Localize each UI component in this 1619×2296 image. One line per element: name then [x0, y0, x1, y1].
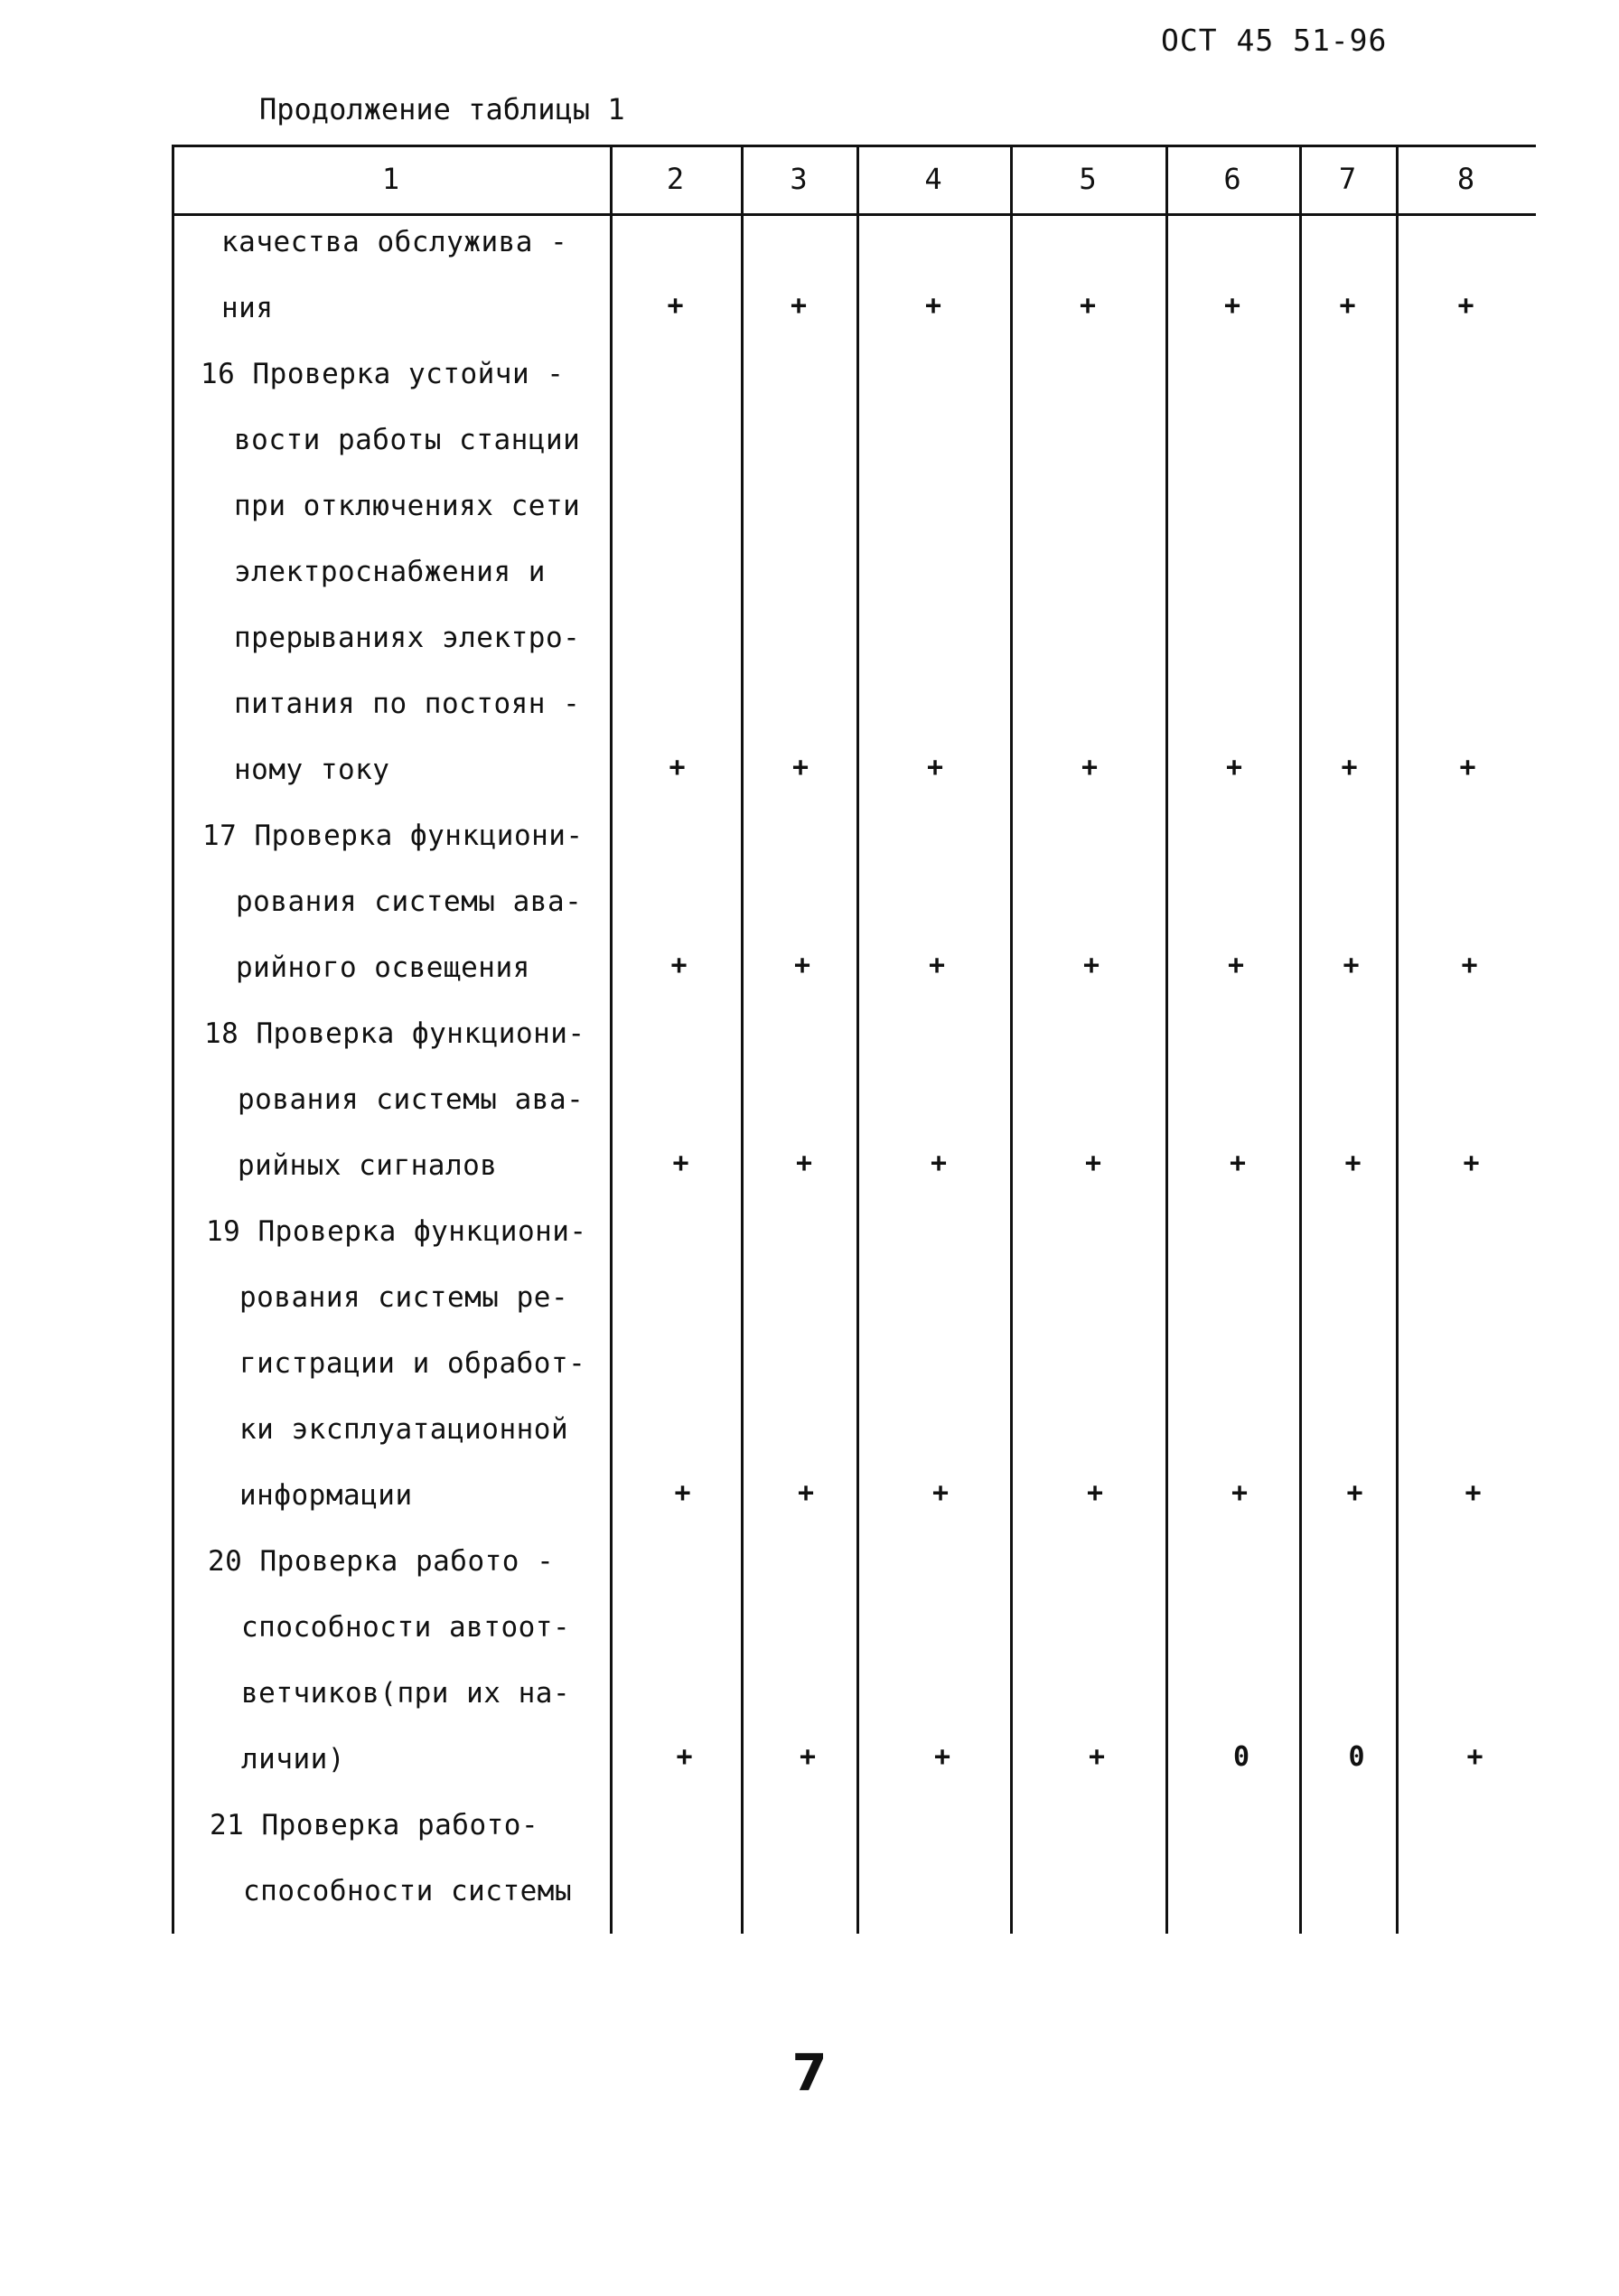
column-header: 5 [1079, 162, 1097, 196]
row-mark: + [1225, 752, 1243, 783]
row-mark: + [931, 1477, 950, 1509]
row-text-line: 16 Проверка устойчи - [201, 358, 565, 390]
row-text-line: ному току [234, 754, 390, 786]
data-table [172, 145, 1536, 1952]
row-mark: + [1459, 752, 1476, 783]
row-text-line: рийных сигналов [238, 1149, 498, 1182]
column-rule [1299, 145, 1302, 1934]
column-header: 1 [381, 162, 400, 196]
row-mark: + [1463, 1148, 1480, 1179]
row-text-line: информации [239, 1479, 413, 1512]
row-mark: + [928, 950, 946, 981]
row-mark: + [1086, 1477, 1104, 1509]
row-mark: 0 [1232, 1741, 1250, 1773]
row-mark: + [1466, 1741, 1483, 1773]
row-text-line: 19 Проверка функциони- [206, 1215, 587, 1248]
column-header: 4 [924, 162, 942, 196]
row-mark: + [1223, 290, 1241, 322]
row-mark: + [1231, 1477, 1249, 1509]
row-mark: + [1457, 290, 1474, 322]
document-code: ОСТ 45 51-96 [1161, 23, 1388, 58]
row-mark: + [1346, 1477, 1363, 1509]
row-text-line: способности системы [243, 1875, 573, 1907]
row-text-line: гистрации и обработ- [239, 1347, 586, 1380]
row-mark: + [676, 1741, 693, 1773]
row-mark: + [790, 290, 808, 322]
row-mark: + [1227, 950, 1245, 981]
row-mark: + [1465, 1477, 1482, 1509]
row-text-line: вости работы станции [234, 424, 581, 456]
row-mark: + [667, 290, 684, 322]
column-header: 6 [1223, 162, 1241, 196]
row-text-line: 20 Проверка работо - [208, 1545, 555, 1578]
row-text-line: питания по постоян - [234, 688, 581, 720]
row-mark: + [1229, 1148, 1247, 1179]
row-text-line: прерываниях электро- [234, 622, 581, 654]
column-rule [856, 145, 859, 1934]
row-text-line: ветчиков(при их на- [241, 1677, 571, 1710]
row-mark: + [1461, 950, 1478, 981]
row-mark: + [1079, 290, 1097, 322]
row-text-line: способности автоот- [241, 1611, 571, 1644]
row-mark: + [669, 752, 686, 783]
header-bottom-rule [172, 213, 1536, 216]
row-text-line: электроснабжения и [234, 556, 546, 588]
column-rule [610, 145, 613, 1934]
row-mark: 0 [1348, 1741, 1365, 1773]
row-mark: + [1339, 290, 1356, 322]
row-mark: + [1088, 1741, 1106, 1773]
table-caption: Продолжение таблицы 1 [259, 92, 625, 127]
column-rule [1396, 145, 1399, 1934]
row-text-line: 18 Проверка функциони- [204, 1017, 585, 1050]
row-mark: + [1084, 1148, 1102, 1179]
row-text-line: 17 Проверка функциони- [202, 820, 584, 852]
column-rule [172, 145, 174, 1934]
row-text-line: личии) [241, 1743, 345, 1776]
column-header: 3 [790, 162, 808, 196]
column-rule [741, 145, 744, 1934]
row-mark: + [791, 752, 810, 783]
page-number: 7 [791, 2044, 828, 2103]
row-mark: + [670, 950, 688, 981]
row-mark: + [1343, 950, 1360, 981]
row-text-line: рийного освещения [236, 951, 530, 984]
row-mark: + [1341, 752, 1358, 783]
column-rule [1165, 145, 1168, 1934]
column-header: 7 [1338, 162, 1357, 196]
column-header: 2 [666, 162, 685, 196]
row-text-line: рования системы ре- [239, 1281, 569, 1314]
row-mark: + [1344, 1148, 1362, 1179]
row-mark: + [672, 1148, 689, 1179]
row-mark: + [799, 1741, 817, 1773]
row-mark: + [930, 1148, 948, 1179]
row-mark: + [924, 290, 942, 322]
column-header: 8 [1456, 162, 1475, 196]
row-text-line: при отключениях сети [234, 490, 581, 522]
row-mark: + [795, 1148, 813, 1179]
row-mark: + [1081, 752, 1099, 783]
row-mark: + [797, 1477, 815, 1509]
row-text-line: рования системы ава- [236, 886, 583, 918]
row-mark: + [926, 752, 944, 783]
row-mark: + [1082, 950, 1100, 981]
row-mark: + [674, 1477, 691, 1509]
row-mark: + [933, 1741, 951, 1773]
row-text-line: качества обслужива - [221, 226, 568, 258]
column-rule [1010, 145, 1013, 1934]
row-text-line: рования системы ава- [238, 1083, 585, 1116]
row-text-line: 21 Проверка работо- [210, 1809, 539, 1841]
row-text-line: ки эксплуатационной [239, 1413, 569, 1446]
row-text-line: ния [221, 292, 274, 324]
row-mark: + [793, 950, 811, 981]
